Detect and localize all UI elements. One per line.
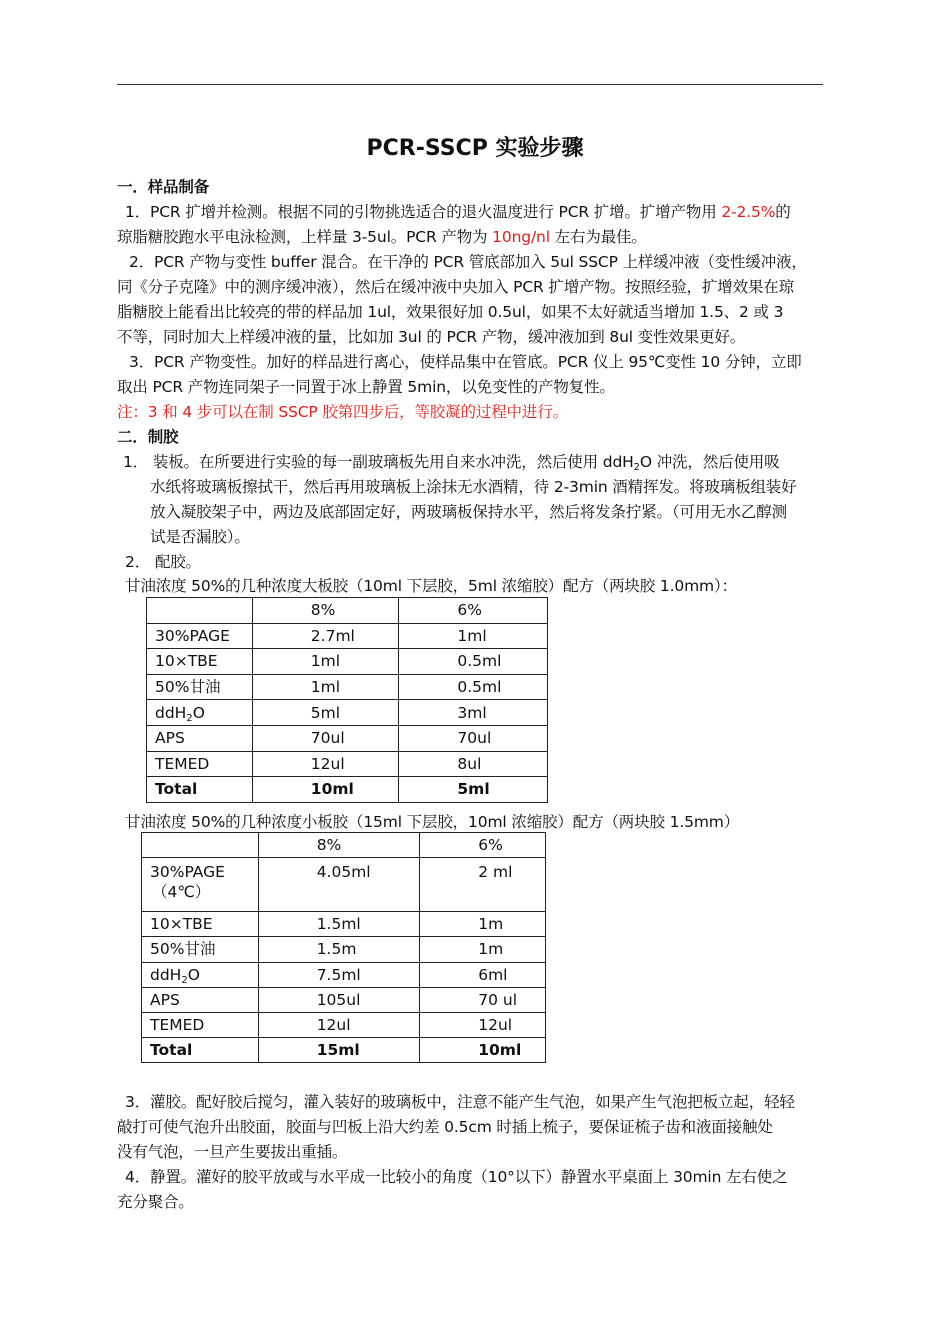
table-cell: 1ml (252, 649, 399, 675)
table-cell: 1ml (252, 674, 399, 700)
table-cell: 4.05ml (258, 858, 420, 912)
agarose-concentration: 2-2.5% (721, 203, 776, 221)
table-cell: 2 ml (420, 858, 546, 912)
table-cell: ddH$_2$O (142, 962, 259, 987)
table-cell: 105ul (258, 987, 420, 1012)
table-cell: 10ml (252, 777, 399, 803)
table-row (142, 962, 546, 987)
small-gel-table (141, 832, 546, 1063)
table-cell: Total (142, 1038, 259, 1063)
s1-p1-line2: 琼脂糖胶跑水平电泳检测，上样量 3-5ul。PCR 产物为 10ng/nl 左右为最佳。 (117, 228, 647, 246)
table1-caption: 甘油浓度 50%的几种浓度大板胶（10ml 下层胶，5ml 浓缩胶）配方（两块胶 1.0mm）： (125, 577, 737, 595)
table-cell: 50%甘油 (147, 674, 253, 700)
s2-p1-line1: 1． 装板。在所要进行实验的每一副玻璃板先用自来水冲洗，然后使用 ddH$_2$O 冲洗，然后使用吸 (123, 453, 780, 473)
table-total-row (147, 777, 548, 803)
table-cell: 0.5ml (399, 649, 548, 675)
table-cell: 70ul (252, 725, 399, 751)
table-cell: 2.7ml (252, 623, 399, 649)
pcr-product-concentration: 10ng/nl (492, 228, 550, 246)
table-cell: 6% (420, 833, 546, 858)
table-cell: TEMED (147, 751, 253, 777)
table-cell: 50%甘油 (142, 937, 259, 962)
header-rule (117, 84, 823, 85)
table-cell: 8% (252, 598, 399, 624)
s2-p4-line2: 充分聚合。 (117, 1193, 194, 1211)
table-cell: ddH$_2$O (147, 700, 253, 726)
page-title: PCR-SSCP 实验步骤 (366, 136, 584, 161)
table-cell: 6% (399, 598, 548, 624)
table-cell: 5ml (399, 777, 548, 803)
table-cell: 1m (420, 912, 546, 937)
table-cell: 30%PAGE （4℃） (142, 858, 259, 912)
s1-p3-line2: 取出 PCR 产物连同架子一同置于冰上静置 5min，以免变性的产物复性。 (117, 378, 615, 396)
section-2-heading: 二．制胶 (117, 428, 179, 446)
table-cell: 12ul (420, 1012, 546, 1037)
table-cell: TEMED (142, 1012, 259, 1037)
table-cell: 12ul (252, 751, 399, 777)
s1-p1-line1: 1．PCR 扩增并检测。根据不同的引物挑选适合的退火温度进行 PCR 扩增。扩增产物用 2-2.5%的 (125, 203, 791, 221)
table-row (142, 987, 546, 1012)
s1-p2-line2: 同《分子克隆》中的测序缓冲液），然后在缓冲液中央加入 PCR 扩增产物。按照经验，扩增效果在琼 (117, 278, 794, 296)
table-cell: 0.5ml (399, 674, 548, 700)
s2-p4-line1: 4．静置。灌好的胶平放或与水平成一比较小的角度（10°以下）静置水平桌面上 30min 左右使之 (125, 1168, 788, 1186)
table-cell: Total (147, 777, 253, 803)
table-cell: 10ml (420, 1038, 546, 1063)
table-row (142, 912, 546, 937)
table-row (142, 937, 546, 962)
table-row (147, 649, 548, 675)
table-cell: 7.5ml (258, 962, 420, 987)
s2-p3-line3: 没有气泡，一旦产生要拔出重插。 (117, 1143, 348, 1161)
table-row (147, 623, 548, 649)
table-header-row (142, 833, 546, 858)
section-1-heading: 一．样品制备 (117, 178, 210, 196)
table-cell: 30%PAGE (147, 623, 253, 649)
table-cell: 8ul (399, 751, 548, 777)
note: 注：3 和 4 步可以在制 SSCP 胶第四步后，等胶凝的过程中进行。 (117, 403, 568, 421)
s2-p1-line3: 放入凝胶架子中，两边及底部固定好，两玻璃板保持水平，然后将发条拧紧。（可用无水乙醇测 (150, 503, 787, 521)
table-row (147, 700, 548, 726)
table-header-row (147, 598, 548, 624)
table-cell: 10×TBE (142, 912, 259, 937)
table-cell: 3ml (399, 700, 548, 726)
table-cell (142, 833, 259, 858)
table-cell: 10×TBE (147, 649, 253, 675)
table-cell: 5ml (252, 700, 399, 726)
table-cell: 15ml (258, 1038, 420, 1063)
table-cell: 12ul (258, 1012, 420, 1037)
table-cell: 1.5ml (258, 912, 420, 937)
table-cell: APS (142, 987, 259, 1012)
table-row (147, 674, 548, 700)
s2-p2: 2． 配胶。 (125, 553, 201, 571)
s2-p3-line2: 敲打可使气泡升出胶面，胶面与凹板上沿大约差 0.5cm 时插上梳子，要保证梳子齿和液面接触处 (117, 1118, 773, 1136)
s1-p2-line4: 不等，同时加大上样缓冲液的量，比如加 3ul 的 PCR 产物，缓冲液加到 8ul 变性效果更好。 (117, 328, 746, 346)
large-gel-table (146, 597, 548, 803)
s1-p2-line1: 2．PCR 产物与变性 buffer 混合。在干净的 PCR 管底部加入 5ul SSCP 上样缓冲液（变性缓冲液， (129, 253, 807, 271)
s1-p3-line1: 3．PCR 产物变性。加好的样品进行离心，使样品集中在管底。PCR 仪上 95℃变性 10 分钟，立即 (129, 353, 802, 371)
table-row (147, 725, 548, 751)
table-cell: 1ml (399, 623, 548, 649)
s2-p3-line1: 3．灌胶。配好胶后搅匀，灌入装好的玻璃板中，注意不能产生气泡，如果产生气泡把板立起，轻轻 (125, 1093, 795, 1111)
table-row (147, 751, 548, 777)
table-cell (147, 598, 253, 624)
table-cell: APS (147, 725, 253, 751)
s2-p1-line4: 试是否漏胶）。 (150, 528, 250, 546)
table-cell: 1m (420, 937, 546, 962)
s1-p2-line3: 脂糖胶上能看出比较亮的带的样品加 1ul，效果很好加 0.5ul，如果不太好就适当增加 1.5、2 或 3 (117, 303, 784, 321)
table-cell: 6ml (420, 962, 546, 987)
table-row (142, 1012, 546, 1037)
table-cell: 70 ul (420, 987, 546, 1012)
table2-caption: 甘油浓度 50%的几种浓度小板胶（15ml 下层胶，10ml 浓缩胶）配方（两块胶 1.5mm） (125, 813, 740, 831)
table-cell: 70ul (399, 725, 548, 751)
s2-p1-line2: 水纸将玻璃板擦拭干，然后再用玻璃板上涂抹无水酒精，待 2-3min 酒精挥发。将玻璃板组装好 (150, 478, 797, 496)
table-cell: 8% (258, 833, 420, 858)
table-row (142, 858, 546, 912)
table-total-row (142, 1038, 546, 1063)
table-cell: 1.5m (258, 937, 420, 962)
